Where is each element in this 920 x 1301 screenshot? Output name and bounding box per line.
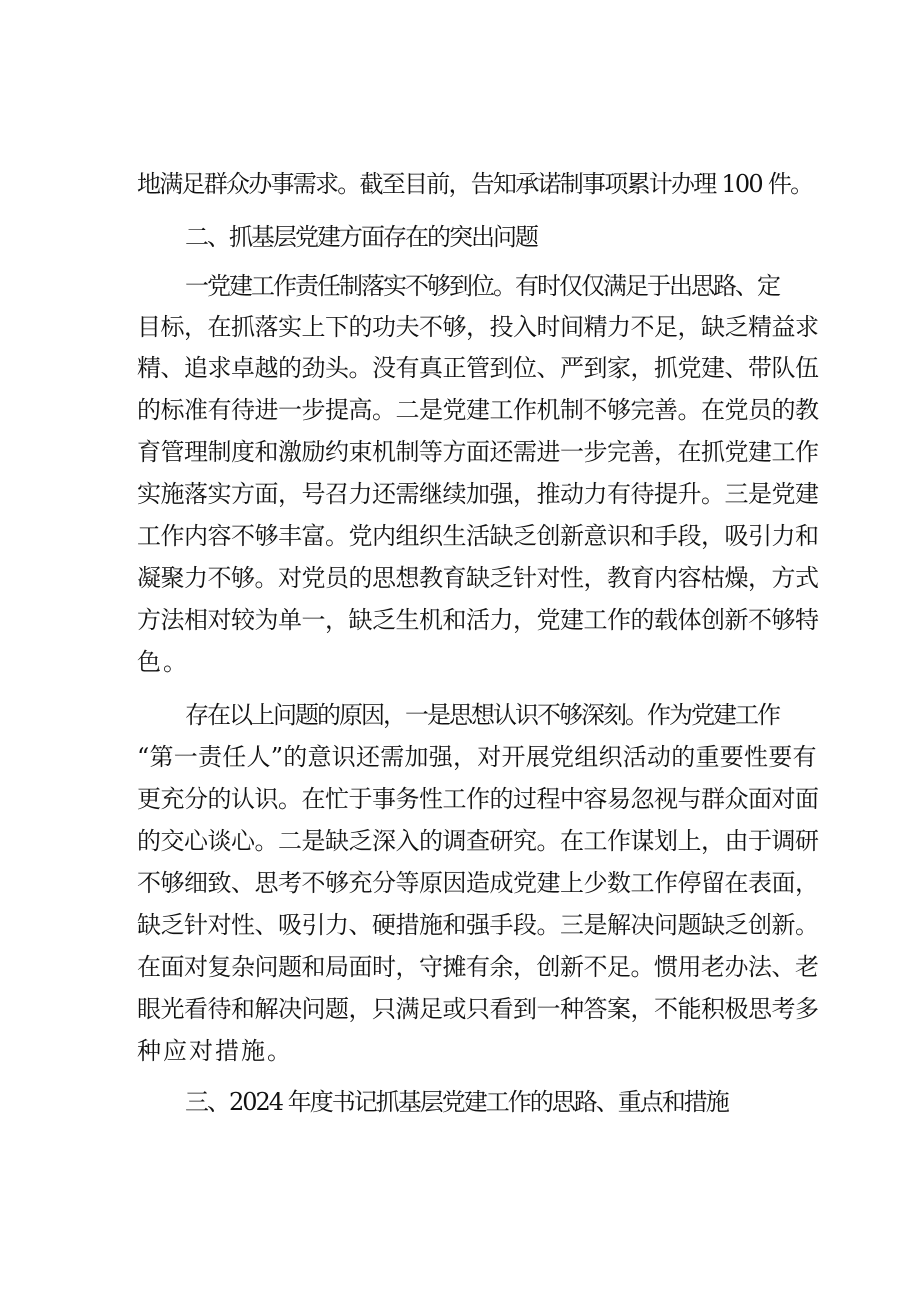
text-line: 眼光看待和解决问题，只满足或只看到一种答案，不能积极思考多	[137, 995, 819, 1023]
section-heading: 三、2024 年度书记抓基层党建工作的思路、重点和措施	[185, 1088, 728, 1116]
text-line: 方法相对较为单一，缺乏生机和活力，党建工作的载体创新不够特	[137, 606, 819, 634]
text-line: 的交心谈心。二是缺乏深入的调查研究。在工作谋划上，由于调研	[137, 827, 819, 855]
text-line: 的标准有待进一步提高。二是党建工作机制不够完善。在党员的教	[137, 396, 819, 424]
text-line: 种应对措施。	[137, 1037, 293, 1065]
text-line: 在面对复杂问题和局面时，守摊有余，创新不足。惯用老办法、老	[137, 953, 819, 981]
text-line: 色。	[137, 648, 189, 676]
text-line: 工作内容不够丰富。党内组织生活缺乏创新意识和手段，吸引力和	[137, 522, 819, 550]
text-line: 更充分的认识。在忙于事务性工作的过程中容易忽视与群众面对面	[137, 785, 819, 813]
text-line: 不够细致、思考不够充分等原因造成党建上少数工作停留在表面，	[137, 869, 819, 897]
text-line: 缺乏针对性、吸引力、硬措施和强手段。三是解决问题缺乏创新。	[137, 911, 819, 939]
text-line: 精、追求卓越的劲头。没有真正管到位、严到家，抓党建、带队伍	[137, 354, 819, 382]
text-line: 凝聚力不够。对党员的思想教育缺乏针对性，教育内容枯燥，方式	[137, 564, 819, 592]
text-line: 实施落实方面，号召力还需继续加强，推动力有待提升。三是党建	[137, 480, 819, 508]
text-line: “第一责任人”的意识还需加强，对开展党组织活动的重要性要有	[137, 743, 817, 771]
text-line: 存在以上问题的原因，一是思想认识不够深刻。作为党建工作	[185, 701, 779, 729]
section-heading: 二、抓基层党建方面存在的突出问题	[185, 223, 537, 251]
text-line: 地满足群众办事需求。截至目前，告知承诺制事项累计办理 100 件。	[137, 170, 813, 198]
text-line: 育管理制度和激励约束机制等方面还需进一步完善，在抓党建工作	[137, 438, 819, 466]
text-line: 一党建工作责任制落实不够到位。有时仅仅满足于出思路、定	[185, 272, 779, 300]
text-line: 目标，在抓落实上下的功夫不够，投入时间精力不足，缺乏精益求	[137, 313, 819, 341]
